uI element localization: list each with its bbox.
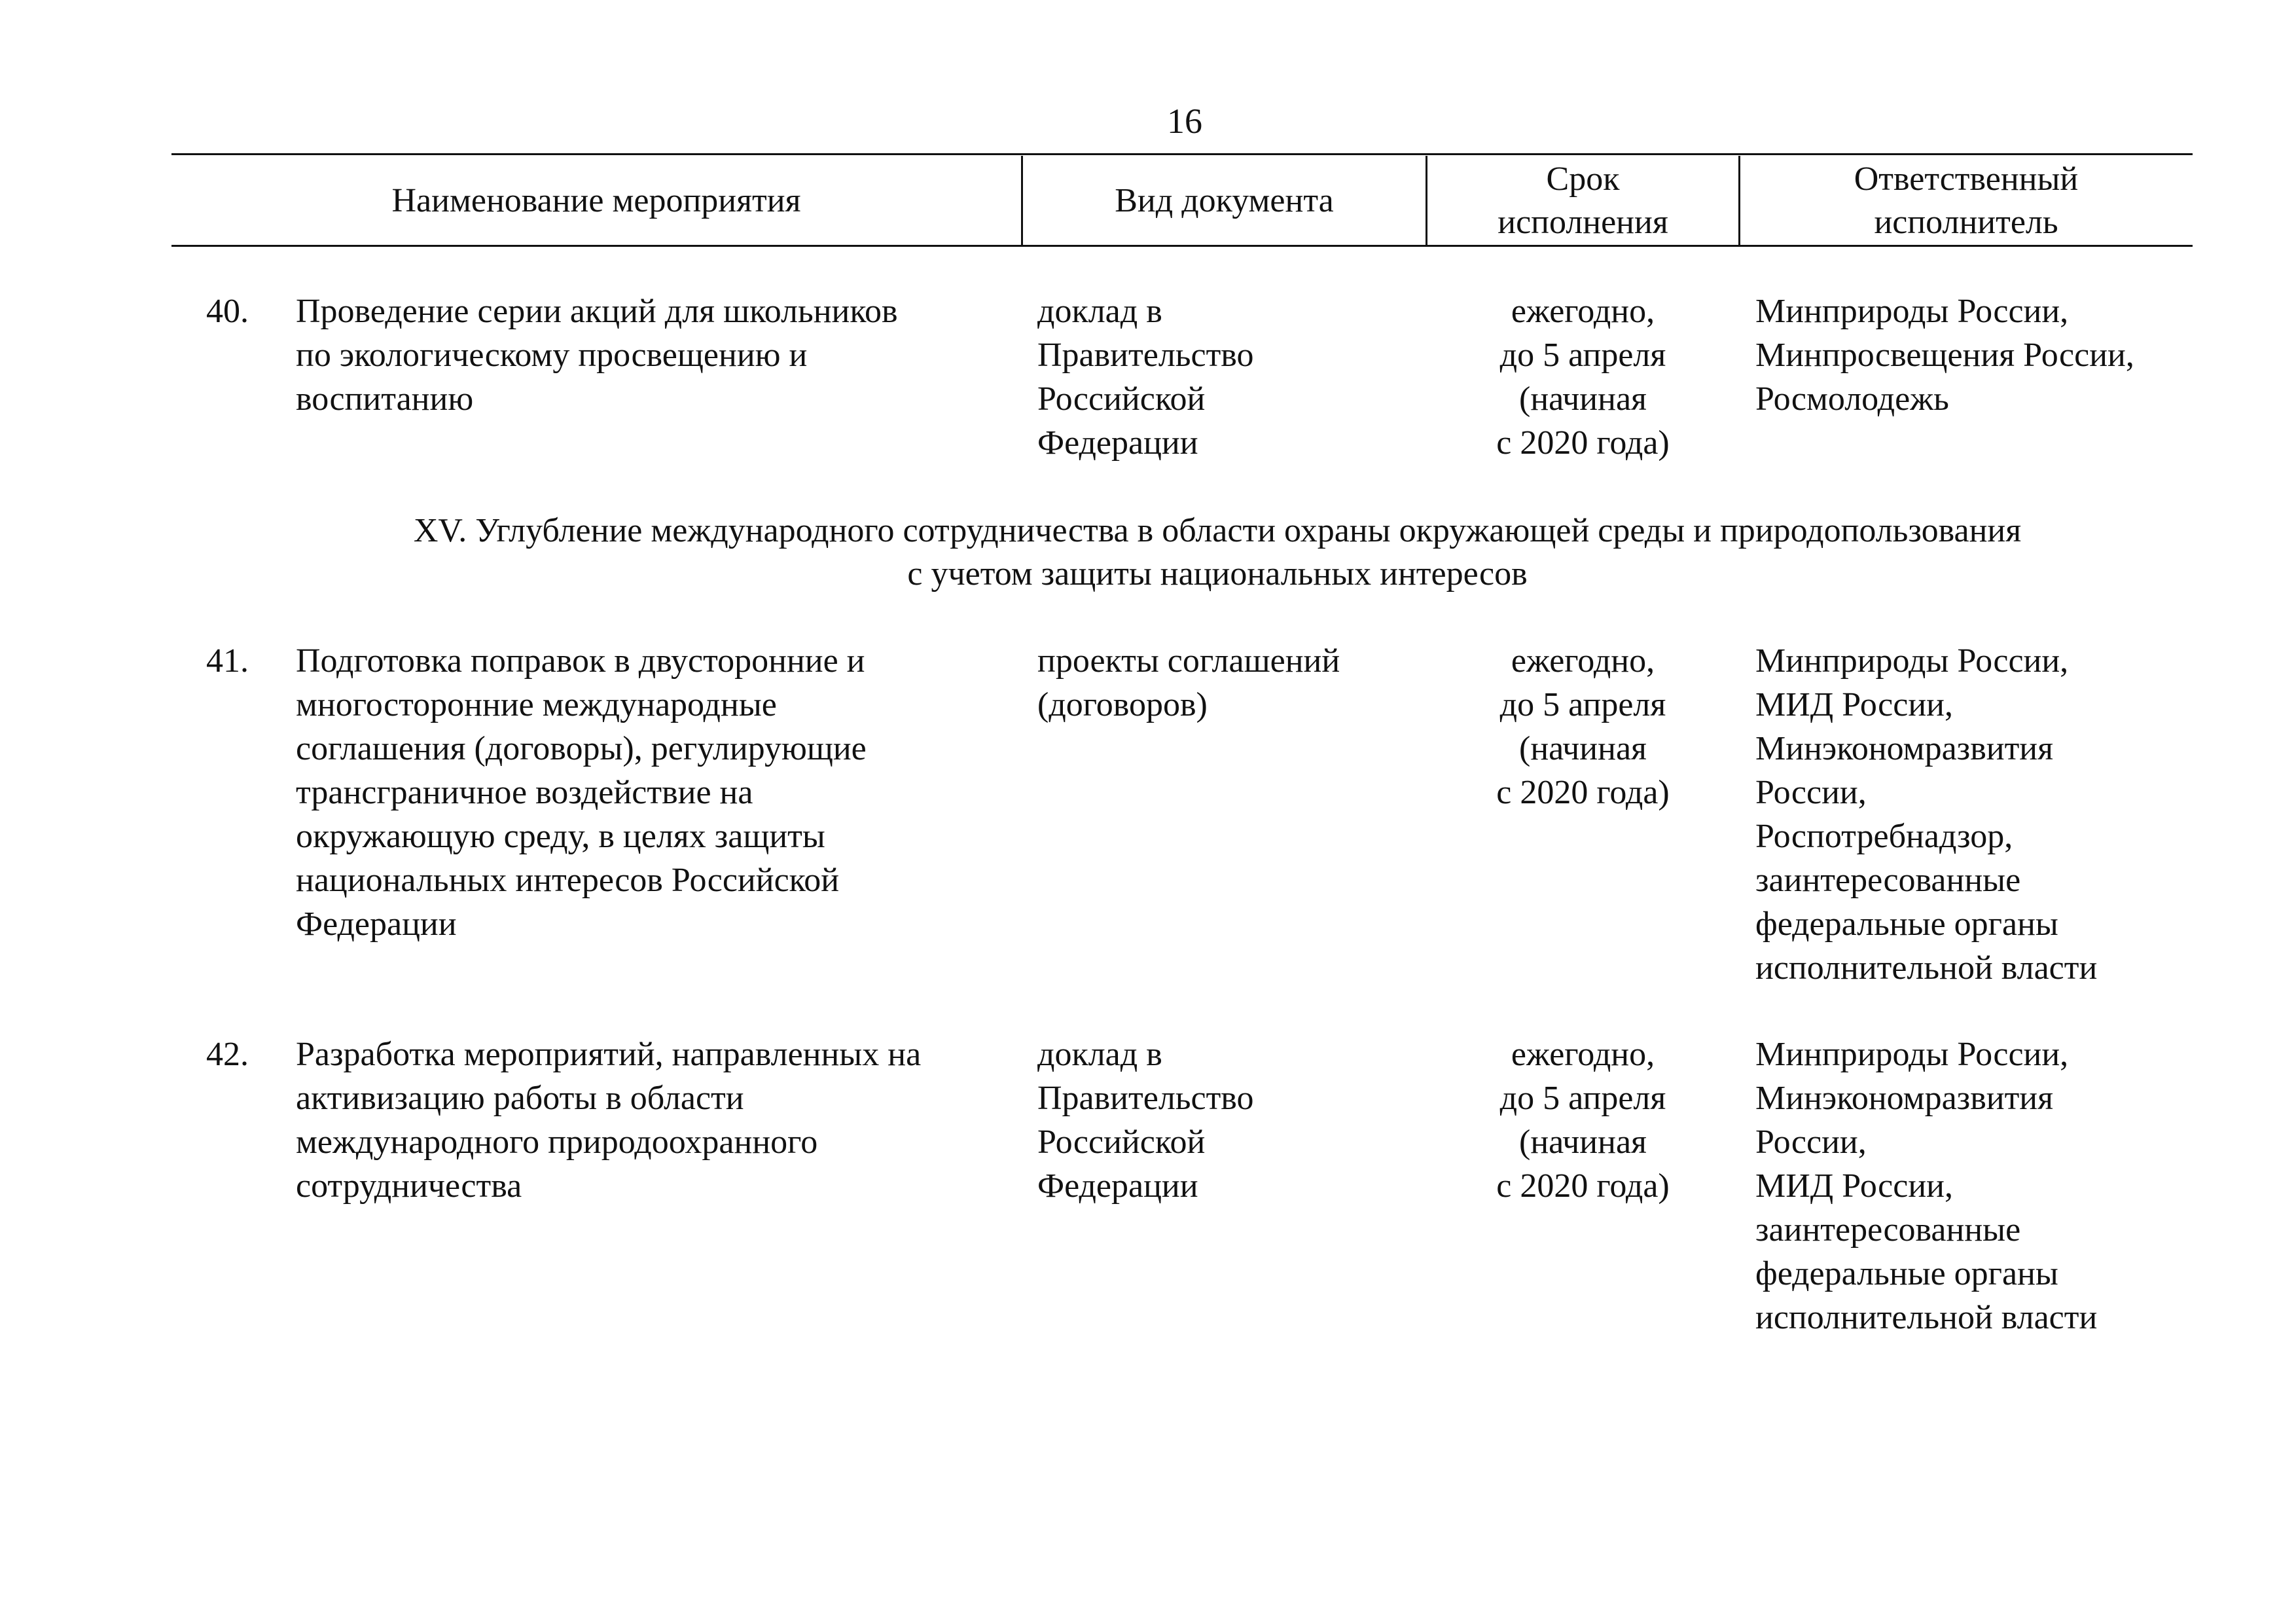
row-responsible: Минприроды России, Минэкономразвития России, МИД России, заинтересованные федеральные органы исполнительной власти xyxy=(1755,1036,2098,1336)
row-deadline: ежегодно, до 5 апреля (начиная с 2020 года) xyxy=(1496,293,1670,462)
header-col-responsible: Ответственный исполнитель xyxy=(1854,160,2079,241)
row-name: Подготовка поправок в двусторонние и многосторонние международные соглашения (договоры), регулирующие трансграничное воздействие на окружающую среду, в целях защиты национальных интересов Российской Федерации xyxy=(296,642,867,943)
row-name: Проведение серии акций для школьников по экологическому просвещению и воспитанию xyxy=(296,293,898,418)
header-col-doc: Вид документа xyxy=(1115,182,1334,219)
page-number: 16 xyxy=(1167,101,1202,141)
header-col-name: Наименование мероприятия xyxy=(391,182,801,219)
row-doc: доклад в Правительство Российской Федерации xyxy=(1037,1036,1254,1205)
row-responsible: Минприроды России, Минпросвещения России, Росмолодежь xyxy=(1755,293,2134,418)
section-title-xv: XV. Углубление международного сотрудничества в области охраны окружающей среды и природопользования с учетом защиты национальных интересов xyxy=(413,512,2022,593)
header-col-deadline: Срок исполнения xyxy=(1498,160,1668,241)
row-responsible: Минприроды России, МИД России, Минэкономразвития России, Роспотребнадзор, заинтересованные федеральные органы исполнительной власти xyxy=(1755,642,2098,987)
row-number: 40. xyxy=(206,293,249,330)
table-header-top-rule xyxy=(171,153,2193,155)
row-number: 41. xyxy=(206,642,249,680)
row-deadline: ежегодно, до 5 апреля (начиная с 2020 года) xyxy=(1496,1036,1670,1205)
row-doc: доклад в Правительство Российской Федерации xyxy=(1037,293,1254,462)
row-name: Разработка мероприятий, направленных на активизацию работы в области международного природоохранного сотрудничества xyxy=(296,1036,922,1205)
row-number: 42. xyxy=(206,1036,249,1073)
row-deadline: ежегодно, до 5 апреля (начиная с 2020 года) xyxy=(1496,642,1670,811)
row-doc: проекты соглашений (договоров) xyxy=(1037,642,1340,723)
